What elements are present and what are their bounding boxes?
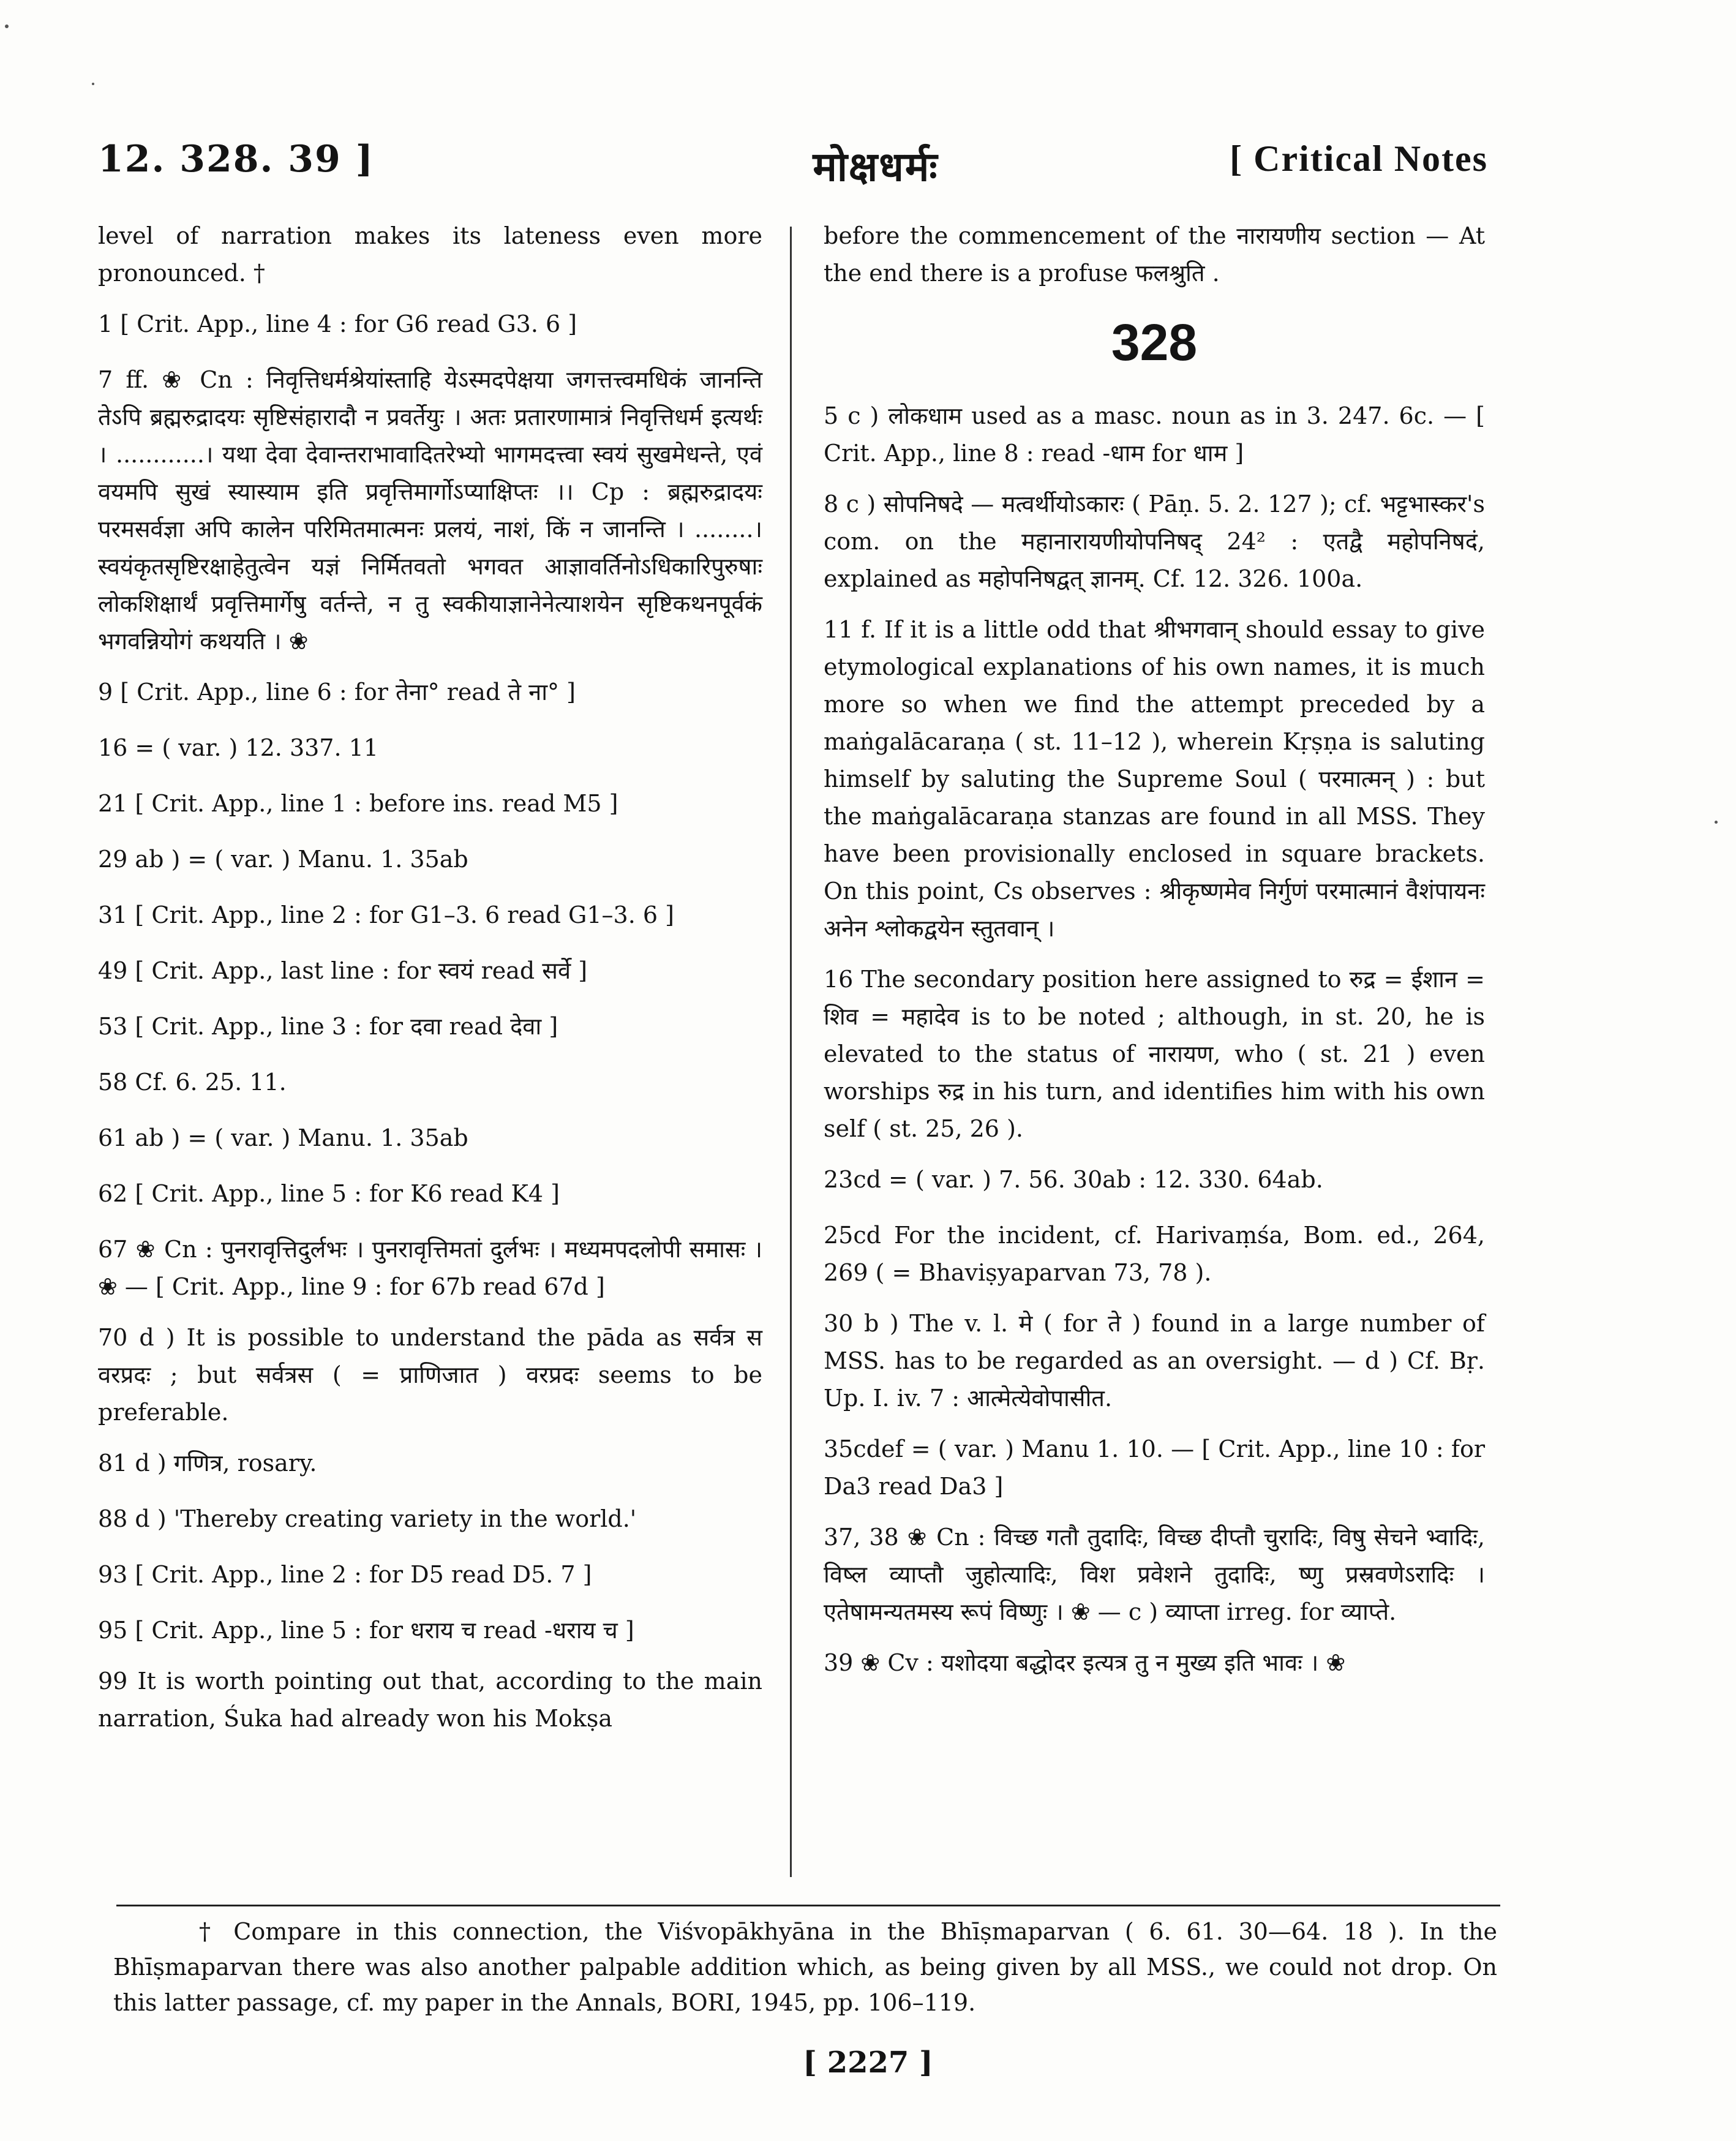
scan-speck — [5, 24, 9, 28]
note: 39 ❀ Cv : यशोदया बद्धोदर इत्यत्र तु न मुख्य इति भावः । ❀ — [824, 1649, 1346, 1676]
note: 81 d ) गणित्र, rosary. — [98, 1450, 317, 1477]
note: 23cd = ( var. ) 7. 56. 30ab : 12. 330. 64ab. — [824, 1166, 1323, 1193]
note: 53 [ Crit. App., line 3 : for दवा read देवा ] — [98, 1013, 558, 1040]
note: 67 ❀ Cn : पुनरावृत्तिदुर्लभः । पुनरावृत्तिमतां दुर्लभः । मध्यमपदलोपी समासः । ❀ — [ Crit. App., line 9 : for 67b read 67d ] — [98, 1236, 762, 1300]
right-column — [824, 217, 1485, 1695]
note: 9 [ Crit. App., line 6 : for तेना° read ते ना° ] — [98, 679, 576, 706]
note: 49 [ Crit. App., last line : for स्वयं read सर्वे ] — [98, 957, 588, 984]
scan-speck — [92, 83, 94, 85]
note: 58 Cf. 6. 25. 11. — [98, 1069, 287, 1096]
note: level of narration makes its lateness even more pronounced. † — [98, 222, 762, 287]
running-head-section: [ Critical Notes — [1230, 138, 1488, 179]
running-head-title: मोक्षधर्मः — [813, 143, 939, 190]
note: 37, 38 ❀ Cn : विच्छ गतौ तुदादिः, विच्छ दीप्तौ चुरादिः, विषु सेचने भ्वादिः, विष्ल व्याप्तौ जुहोत्यादिः, विश प्रवेशने तुदादिः, ष्णु प्रस्रवणेऽरादिः । एतेषामन्यतमस्य रूपं विष्णुः । ❀ — c ) व्याप्ता irreg. for व्याप्ते. — [824, 1524, 1485, 1625]
note: 99 It is worth pointing out that, according to the main narration, Śuka had already won his Mokṣa — [98, 1668, 762, 1732]
running-head-verse-ref: 12. 328. 39 ] — [98, 138, 375, 181]
left-column — [98, 217, 762, 1751]
note: 8 c ) सोपनिषदे — मत्वर्थीयोऽकारः ( Pāṇ. 5. 2. 127 ); cf. भट्टभास्कर's com. on the महानारायणीयोपनिषद् 24² : एतद्वै महोपनिषदं, explained as महोपनिषद्वत् ज्ञानम्. Cf. 12. 326. 100a. — [824, 491, 1485, 592]
note: 25cd For the incident, cf. Harivaṃśa, Bom. ed., 264, 269 ( = Bhaviṣyaparvan 73, 78 ). — [824, 1222, 1485, 1286]
note: 93 [ Crit. App., line 2 : for D5 read D5. 7 ] — [98, 1561, 592, 1588]
note: 7 ff. ❀ Cn : निवृत्तिधर्मश्रेयांस्ताहि येऽस्मदपेक्षया जगत्तत्त्वमधिकं जानन्ति तेऽपि ब्रह्मरुद्रादयः सृष्टिसंहारादौ न प्रवर्तेयुः । अतः प्रतारणामात्रं निवृत्तिधर्म इत्यर्थः । ............। यथा देवा देवान्तराभावादितरेभ्यो भागमदत्त्वा स्वयं सुखमेधन्ते, एवं वयमपि सुखं स्यास्याम इति प्रवृत्तिमार्गोऽप्याक्षिप्तः ।। Cp : ब्रह्मरुद्रादयः परमसर्वज्ञा अपि कालेन परिमितमात्मनः प्रलयं, नाशं, किं न जानन्ति । ........। स्वयंकृतसृष्टिरक्षाहेतुत्वेन यज्ञं निर्मितवतो भगवत आज्ञावर्तिनोऽधिकारिपुरुषाः लोकशिक्षार्थं प्रवृत्तिमार्गेषु वर्तन्ते, न तु स्वकीयाज्ञानेनेत्याशयेन सृष्टिकथनपूर्वकं भगवन्नियोगं कथयति । ❀ — [98, 366, 762, 655]
note: before the commencement of the नारायणीय section — At the end there is a profuse फलश्रुति . — [824, 222, 1485, 287]
note: 5 c ) लोकधाम used as a masc. noun as in 3. 247. 6c. — [ Crit. App., line 8 : read -धाम for धाम ] — [824, 402, 1485, 467]
note: 21 [ Crit. App., line 1 : before ins. read M5 ] — [98, 790, 618, 817]
page-number: [ 2227 ] — [803, 2045, 933, 2080]
note: 11 f. If it is a little odd that श्रीभगवान् should essay to give etymological explanations of his own names, it is much more so when we find the attempt preceded by a maṅgalācaraṇa ( st. 11–12 ), wherein Kṛṣṇa is saluting himself by saluting the Supreme Soul ( परमात्मन् ) : but the maṅgalācaraṇa stanzas are found in all MSS. They have been provisionally enclosed in square brackets. On this point, Cs observes : श्रीकृष्णमेव निर्गुणं परमात्मानं वैशंपायनः अनेन श्लोकद्वयेन स्तुतवान् । — [824, 616, 1485, 942]
footnote-rule — [116, 1905, 1500, 1906]
scan-speck — [1715, 821, 1718, 824]
column-divider — [790, 227, 792, 1877]
footnote: † Compare in this connection, the Viśvopākhyāna in the Bhīṣmaparvan ( 6. 61. 30—64. 18 ). In the Bhīṣmaparvan there was also another palpable addition which, as being given by all MSS., we could not drop. On this latter passage, cf. my paper in the Annals, BORI, 1945, pp. 106–119. — [113, 1918, 1497, 2016]
note: 62 [ Crit. App., line 5 : for K6 read K4 ] — [98, 1180, 560, 1207]
note: 29 ab ) = ( var. ) Manu. 1. 35ab — [98, 846, 468, 873]
note: 31 [ Crit. App., line 2 : for G1–3. 6 read G1–3. 6 ] — [98, 901, 674, 928]
note: 30 b ) The v. l. मे ( for ते ) found in a large number of MSS. has to be regarded as an oversight. — d ) Cf. Bṛ. Up. I. iv. 7 : आत्मेत्येवोपासीत. — [824, 1310, 1485, 1412]
section-number: 328 — [1111, 314, 1198, 371]
note: 88 d ) 'Thereby creating variety in the world.' — [98, 1505, 637, 1532]
note: 1 [ Crit. App., line 4 : for G6 read G3. 6 ] — [98, 310, 577, 337]
note: 16 = ( var. ) 12. 337. 11 — [98, 734, 378, 761]
note: 70 d ) It is possible to understand the pāda as सर्वत्र स वरप्रदः ; but सर्वत्रस ( = प्राणिजात ) वरप्रदः seems to be preferable. — [98, 1324, 762, 1426]
note: 35cdef = ( var. ) Manu 1. 10. — [ Crit. App., line 10 : for Da3 read Da3 ] — [824, 1435, 1485, 1500]
note: 95 [ Crit. App., line 5 : for धराय च read -धराय च ] — [98, 1617, 634, 1644]
note: 16 The secondary position here assigned to रुद्र = ईशान = शिव = महादेव is to be noted ; although, in st. 20, he is elevated to the status of नारायण, who ( st. 21 ) even worships रुद्र in his turn, and identifies him with his own self ( st. 25, 26 ). — [824, 966, 1485, 1142]
note: 61 ab ) = ( var. ) Manu. 1. 35ab — [98, 1124, 468, 1151]
